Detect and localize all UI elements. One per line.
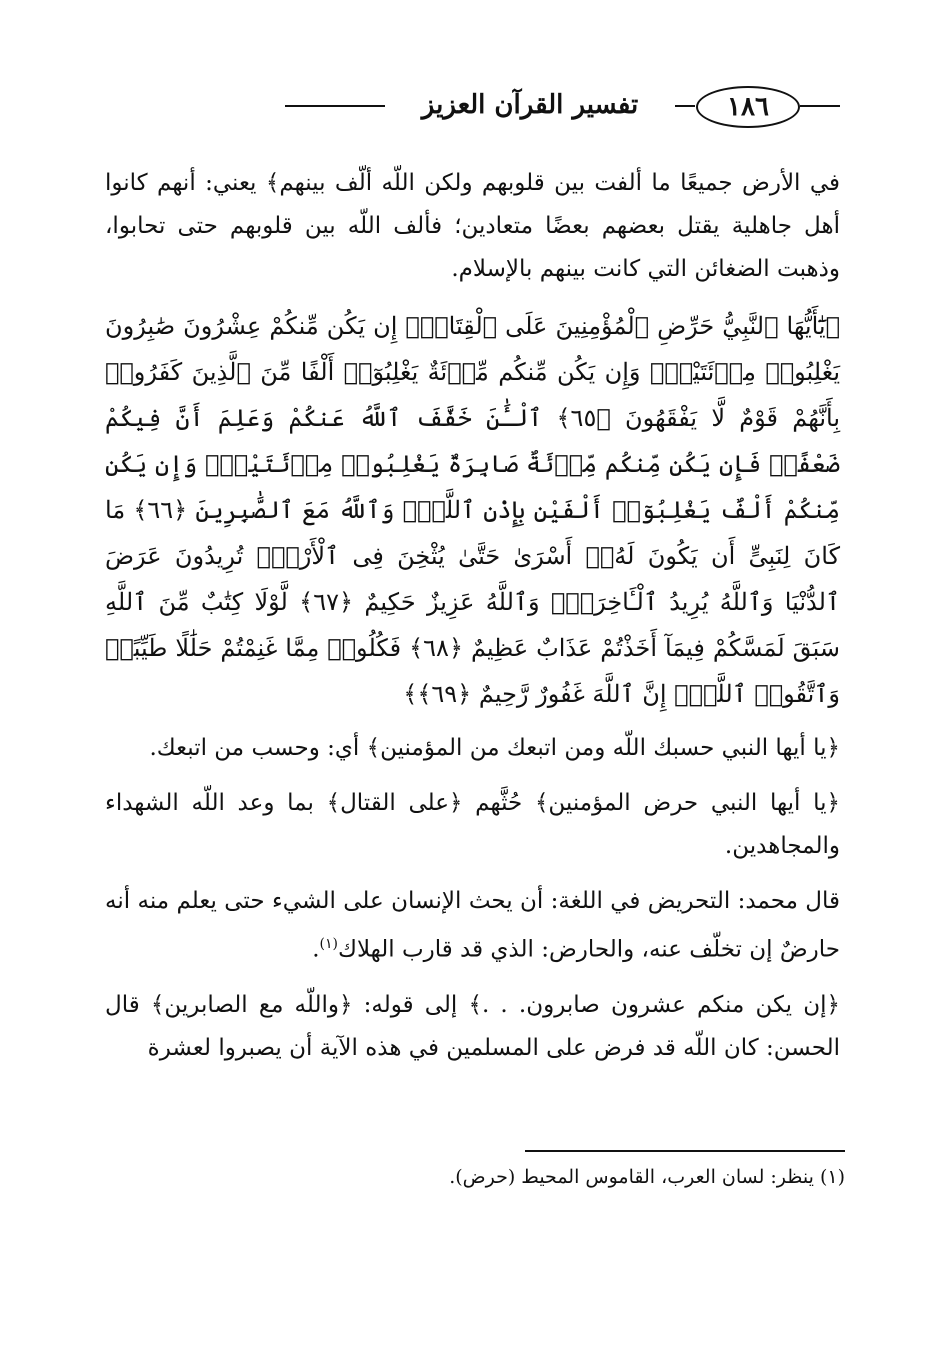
page-header	[100, 84, 840, 128]
paragraph-tahrid	[105, 880, 840, 972]
running-title: تفسير القرآن العزيز	[421, 90, 639, 120]
header-rule	[800, 105, 840, 107]
paragraph-commentary: ﴿إن يكن منكم عشرون صابرون. . .﴾ إلى قوله: ﴿واللّه مع الصابرين﴾ قال الحسن: كان اللّه قد فرض على المسلمين في هذه الآية أن يصبروا لعشرة	[105, 991, 840, 1061]
paragraph-commentary: ﴿يا أيها النبي حسبك اللّه ومن اتبعك من المؤمنين﴾ أي: وحسب من اتبعك.	[149, 735, 840, 761]
footnote-reference: (١)	[319, 936, 338, 952]
footnote-separator	[525, 1150, 845, 1152]
paragraph-commentary: في الأرض جميعًا ما ألفت بين قلوبهم ولكن اللّه ألّف بينهم﴾ يعني: أنهم كانوا أهل جاهلية يقتل بعضهم بعضًا متعادين؛ فألف اللّه بين قلوبهم حتى تحابوا، وذهبت الضغائن التي كانت بينهم بالإسلام.	[105, 170, 840, 282]
page-body	[105, 162, 840, 1082]
paragraph-text: قال محمد: التحريض في اللغة: أن يحث الإنسان على الشيء حتى يعلم منه أنه حارضٌ إن تخلّف عنه، والحارض: الذي قد قارب الهلاك	[105, 888, 840, 963]
header-rule	[285, 105, 385, 107]
header-rule	[675, 105, 695, 107]
paragraph-commentary: ﴿يا أيها النبي حرض المؤمنين﴾ حُثَّهم ﴿على القتال﴾ بما وعد اللّه الشهداء والمجاهدين.	[105, 790, 840, 859]
paragraph-end: .	[312, 936, 320, 963]
page-number: ١٨٦	[696, 86, 800, 128]
footnote: (١) ينظر: لسان العرب، القاموس المحيط (حرض).	[449, 1166, 845, 1188]
quran-verses-65-69: ﴿يَٰٓأَيُّهَا ٱلنَّبِيُّ حَرِّضِ ٱلْمُؤْمِنِينَ عَلَى ٱلْقِتَالِۚ إِن يَكُن مِّنكُمْ عِشْرُونَ صَٰبِرُونَ يَغْلِبُوا۟ مِا۟ئَتَيْنِۚ وَإِن يَكُن مِّنكُم مِّا۟ئَةٌ يَغْلِبُوٓا۟ أَلْفًا مِّنَ ٱلَّذِينَ كَفَرُوا۟ بِأَنَّهُمْ قَوْمٌ لَّا يَفْقَهُونَ ﴿٦٥﴾ ٱلْـَٰٔنَ خَفَّفَ ٱللَّهُ عَنكُمْ وَعَلِمَ أَنَّ فِيكُمْ ضَعْفًاۚ فَإِن يَكُن مِّنكُم مِّا۟ئَةٌ صَابِرَةٌ يَغْلِبُوا۟ مِا۟ئَتَيْنِۚ وَإِن يَكُن مِّنكُمْ أَلْفٌ يَغْلِبُوٓا۟ أَلْفَيْنِ بِإِذْنِ ٱللَّهِۗ وَٱللَّهُ مَعَ ٱلصَّٰبِرِينَ ﴿٦٦﴾ مَا كَانَ لِنَبِىٍّ أَن يَكُونَ لَهُۥٓ أَسْرَىٰ حَتَّىٰ يُثْخِنَ فِى ٱلْأَرْضِۚ تُرِيدُونَ عَرَضَ ٱلدُّنْيَا وَٱللَّهُ يُرِيدُ ٱلْـَٔاخِرَةَۗ وَٱللَّهُ عَزِيزٌ حَكِيمٌ ﴿٦٧﴾ لَّوْلَا كِتَٰبٌ مِّنَ ٱللَّهِ سَبَقَ لَمَسَّكُمْ فِيمَآ أَخَذْتُمْ عَذَابٌ عَظِيمٌ ﴿٦٨﴾ فَكُلُوا۟ مِمَّا غَنِمْتُمْ حَلَٰلًا طَيِّبًاۚ وَٱتَّقُوا۟ ٱللَّهَۚ إِنَّ ٱللَّهَ غَفُورٌ رَّحِيمٌ ﴿٦٩﴾﴾	[105, 312, 841, 708]
